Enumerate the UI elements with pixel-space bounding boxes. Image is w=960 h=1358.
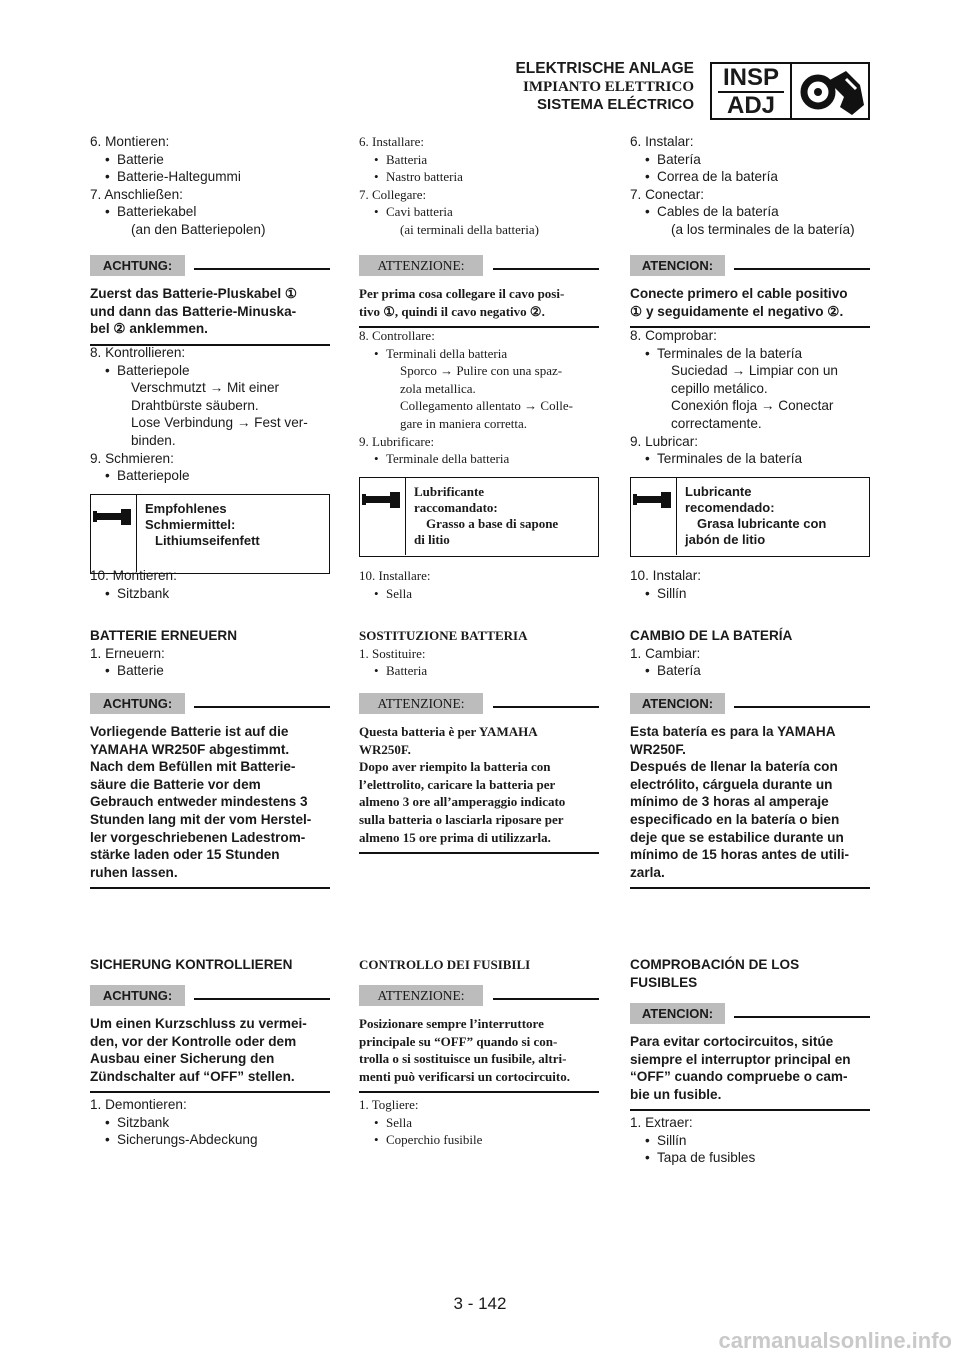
grease-gun-icon — [631, 478, 677, 555]
step-text: 9. Lubricar: — [630, 433, 699, 449]
divider — [359, 852, 599, 854]
step-text: 1. Togliere: — [359, 1097, 419, 1112]
divider — [90, 887, 330, 889]
badge-bottom: ADJ — [726, 92, 775, 119]
list-item: Sporco → Pulire con una spaz- — [400, 363, 563, 379]
caution-text: sulla batteria o lasciarla riposare per — [359, 811, 564, 827]
caution-label: ATTENZIONE: — [359, 255, 483, 276]
page-header — [0, 0, 960, 125]
list-item: • Batteriepole — [90, 467, 330, 485]
insp-adj-badge — [710, 62, 870, 120]
list-item: • Terminali della batteria — [359, 345, 599, 363]
caution-text: Questa batteria è per YAMAHA — [359, 724, 538, 739]
list-item: Drahtbürste säubern. — [131, 397, 259, 413]
caution-text: Vorliegende Batterie ist auf die — [90, 724, 289, 739]
it-battery-replace — [359, 627, 599, 680]
list-item: cepillo metálico. — [671, 380, 768, 396]
list-item: • Cavi batteria — [359, 203, 599, 221]
caution-text: electrólito, cárguela durante un — [630, 776, 833, 792]
step-text: 6. Instalar: — [630, 134, 694, 149]
lubricant-value: Grasso a base di sapone — [426, 516, 559, 531]
step-text: 7. Conectar: — [630, 186, 705, 202]
caution-text: l’elettrolito, caricare la batteria per — [359, 776, 556, 792]
lubricant-value: jabón de litio — [685, 532, 766, 547]
section-titles — [515, 60, 694, 114]
caution-text: Per prima cosa collegare il cavo posi- — [359, 286, 565, 301]
step-text: 10. Instalar: — [630, 568, 702, 583]
list-item: • Sicherungs-Abdeckung — [90, 1131, 330, 1149]
es-check-steps — [630, 327, 870, 468]
step-text: 8. Kontrollieren: — [90, 345, 186, 360]
caution-label: ATENCION: — [630, 255, 725, 276]
lubricant-value: Grasa lubricante con — [697, 516, 827, 531]
es-install-seat — [630, 567, 870, 602]
list-item: • Sillín — [630, 1132, 870, 1150]
caution-text: tivo ①, quindi il cavo negativo ②. — [359, 303, 545, 319]
list-item: Collegamento allentato → Colle- — [400, 398, 573, 414]
it-install-seat — [359, 567, 599, 602]
it-caution-1 — [359, 255, 599, 328]
step-text: 10. Installare: — [359, 568, 431, 583]
caution-text: Para evitar cortocircuitos, sitúe — [630, 1034, 834, 1049]
grease-gun-icon — [360, 478, 406, 555]
list-item: • Batteria — [359, 151, 599, 169]
list-item: • Tapa de fusibles — [630, 1149, 870, 1167]
caution-text: Zündschalter auf “OFF” stellen. — [90, 1068, 295, 1084]
list-item: • Batería — [630, 662, 870, 680]
badge-top: INSP — [718, 65, 784, 93]
caution-text: Después de llenar la batería con — [630, 759, 838, 775]
step-text: 9. Lubrificare: — [359, 433, 435, 449]
list-item: • Correa de la batería — [630, 168, 870, 186]
de-fuse-check — [90, 956, 330, 974]
wrench-icon — [794, 67, 868, 117]
lubricant-label: recomendado: — [685, 500, 775, 515]
list-item: • Coperchio fusibile — [359, 1131, 599, 1149]
list-item: • Sitzbank — [90, 1114, 330, 1132]
caution-text: WR250F. — [630, 741, 686, 757]
caution-text: bel ② anklemmen. — [90, 321, 208, 337]
list-item: • Terminale della batteria — [359, 450, 599, 468]
caution-text: Posizionare sempre l’interruttore — [359, 1016, 544, 1031]
step-text: 1. Extraer: — [630, 1115, 693, 1130]
caution-text: WR250F. — [359, 741, 411, 757]
es-fuse-check — [630, 956, 870, 991]
it-install-steps — [359, 133, 599, 239]
caution-label: ACHTUNG: — [90, 255, 185, 276]
es-caution-1 — [630, 255, 870, 328]
caution-text: menti può verificarsi un cortocircuito. — [359, 1068, 570, 1084]
lubricant-label: Lubrificante — [414, 484, 485, 499]
list-item: • Sella — [359, 1114, 599, 1132]
divider — [630, 887, 870, 889]
de-battery-replace — [90, 627, 330, 680]
caution-text: YAMAHA WR250F abgestimmt. — [90, 741, 290, 757]
caution-label: ATENCION: — [630, 1003, 725, 1024]
list-item: Conexión floja → Conectar — [671, 398, 834, 414]
lubricant-box-it — [359, 477, 599, 557]
list-item: • Batteriekabel — [90, 203, 330, 221]
de-caution-1 — [90, 255, 330, 346]
es-remove-steps — [630, 1114, 870, 1167]
caution-text: siempre el interruptor principal en — [630, 1051, 851, 1067]
de-caution-3 — [90, 985, 330, 1093]
it-caution-3 — [359, 985, 599, 1093]
list-item: • Batteriepole — [90, 362, 330, 380]
es-battery-replace — [630, 627, 870, 680]
list-item: (a los terminales de la batería) — [671, 221, 855, 237]
it-remove-steps — [359, 1096, 599, 1149]
list-item: • Sella — [359, 585, 599, 603]
section-title-de: ELEKTRISCHE ANLAGE — [515, 60, 694, 77]
it-check-steps — [359, 327, 599, 468]
caution-text: und dann das Batterie-Minuska- — [90, 303, 297, 319]
caution-text: almeno 3 ore all’amperaggio indicato — [359, 794, 566, 810]
caution-text: mínimo de 3 horas al amperaje — [630, 794, 829, 810]
grease-gun-icon — [91, 495, 137, 572]
watermark: carmanualsonline.info — [718, 1328, 952, 1353]
caution-text: deje que se estabilice durante un — [630, 829, 844, 845]
es-install-steps — [630, 133, 870, 239]
list-item: • Terminales de la batería — [630, 450, 870, 468]
step-text: 9. Schmieren: — [90, 450, 174, 466]
divider — [90, 1091, 330, 1093]
list-item: correctamente. — [671, 415, 762, 431]
caution-text: stärke laden oder 15 Stunden — [90, 847, 280, 863]
badge-text — [712, 64, 792, 118]
de-check-steps — [90, 344, 330, 485]
caution-text: ruhen lassen. — [90, 864, 178, 880]
es-caution-2 — [630, 693, 870, 889]
lubricant-box-es — [630, 477, 870, 557]
step-text: 8. Controllare: — [359, 328, 435, 343]
step-text: 1. Cambiar: — [630, 645, 701, 661]
lubricant-box-de — [90, 494, 330, 574]
list-item: • Batterie-Haltegummi — [90, 168, 330, 186]
caution-text: ler vorgeschriebenen Ladestrom- — [90, 829, 306, 845]
lubricant-label: Schmiermittel: — [145, 517, 236, 532]
caution-text: trolla o si sostituisce un fusibile, altri- — [359, 1051, 567, 1067]
list-item: binden. — [131, 432, 176, 448]
caution-text: säure die Batterie vor dem — [90, 776, 261, 792]
caution-text: Um einen Kurzschluss zu vermei- — [90, 1016, 307, 1031]
section-heading: COMPROBACIÓN DE LOS — [630, 957, 800, 972]
list-item: (ai terminali della batteria) — [400, 221, 539, 237]
caution-label: ATENCION: — [630, 693, 725, 714]
de-install-steps — [90, 133, 330, 239]
caution-text: mínimo de 15 horas antes de utili- — [630, 847, 850, 863]
it-caution-2 — [359, 693, 599, 854]
caution-text: Gebrauch entweder mindestens 3 — [90, 794, 308, 810]
de-remove-steps — [90, 1096, 330, 1149]
list-item: • Terminales de la batería — [630, 345, 870, 363]
lubricant-value: Lithiumseifenfett — [155, 533, 260, 548]
list-item: gare in maniera corretta. — [400, 415, 528, 431]
caution-text: Ausbau einer Sicherung den — [90, 1051, 275, 1067]
de-caution-2 — [90, 693, 330, 889]
caution-text: zarla. — [630, 864, 665, 880]
list-item: Suciedad → Limpiar con un — [671, 363, 838, 379]
section-heading: FUSIBLES — [630, 974, 698, 990]
list-item: • Nastro batteria — [359, 168, 599, 186]
page-number: 3 - 142 — [453, 1294, 507, 1313]
step-text: 1. Erneuern: — [90, 645, 165, 661]
step-text: 7. Collegare: — [359, 186, 427, 202]
caution-text: “OFF” cuando compruebe o cam- — [630, 1069, 848, 1085]
list-item: • Sillín — [630, 585, 870, 603]
step-text: 6. Installare: — [359, 134, 424, 149]
caution-text: ① y seguidamente el negativo ②. — [630, 303, 844, 319]
divider — [359, 1091, 599, 1093]
caution-text: bie un fusible. — [630, 1086, 722, 1102]
section-heading: BATTERIE ERNEUERN — [90, 628, 238, 643]
section-title-it: IMPIANTO ELETTRICO — [522, 79, 694, 95]
list-item: • Batería — [630, 151, 870, 169]
caution-text: Zuerst das Batterie-Pluskabel ① — [90, 286, 298, 301]
caution-text: Esta batería es para la YAMAHA — [630, 724, 836, 739]
list-item: • Batterie — [90, 662, 330, 680]
caution-label: ACHTUNG: — [90, 985, 185, 1006]
caution-text: Conecte primero el cable positivo — [630, 286, 848, 301]
lubricant-label: raccomandato: — [414, 500, 498, 515]
list-item: Verschmutzt → Mit einer — [131, 380, 280, 396]
section-heading: CONTROLLO DEI FUSIBILI — [359, 957, 531, 972]
caution-text: principale su “OFF” quando si con- — [359, 1033, 558, 1049]
de-install-seat — [90, 567, 330, 602]
list-item: (an den Batteriepolen) — [131, 221, 266, 237]
step-text: 7. Anschließen: — [90, 186, 183, 202]
list-item: • Sitzbank — [90, 585, 330, 603]
divider — [630, 1109, 870, 1111]
caution-text: almeno 15 ore prima di utilizzarla. — [359, 829, 551, 845]
list-item: • Cables de la batería — [630, 203, 870, 221]
caution-text: especificado en la batería o bien — [630, 811, 840, 827]
es-caution-3 — [630, 1003, 870, 1111]
caution-label: ATTENZIONE: — [359, 693, 483, 714]
lubricant-label: Empfohlenes — [145, 501, 227, 516]
section-heading: SOSTITUZIONE BATTERIA — [359, 628, 528, 643]
list-item: • Batteria — [359, 662, 599, 680]
it-fuse-check — [359, 956, 599, 974]
step-text: 1. Demontieren: — [90, 1097, 187, 1112]
caution-label: ATTENZIONE: — [359, 985, 483, 1006]
caution-label: ACHTUNG: — [90, 693, 185, 714]
section-title-es: SISTEMA ELÉCTRICO — [537, 96, 694, 113]
caution-text: Dopo aver riempito la batteria con — [359, 759, 551, 775]
caution-text: den, vor der Kontrolle oder dem — [90, 1033, 297, 1049]
step-text: 6. Montieren: — [90, 134, 170, 149]
list-item: zola metallica. — [400, 380, 476, 396]
step-text: 8. Comprobar: — [630, 328, 717, 343]
lubricant-value: di litio — [414, 532, 450, 547]
lubricant-label: Lubricante — [685, 484, 752, 499]
list-item: Lose Verbindung → Fest ver- — [131, 415, 308, 431]
step-text: 10. Montieren: — [90, 568, 177, 583]
section-heading: CAMBIO DE LA BATERÍA — [630, 628, 793, 643]
caution-text: Nach dem Befüllen mit Batterie- — [90, 759, 296, 775]
caution-text: Stunden lang mit der vom Herstel- — [90, 811, 312, 827]
section-heading: SICHERUNG KONTROLLIEREN — [90, 957, 293, 972]
step-text: 1. Sostituire: — [359, 645, 426, 661]
list-item: • Batterie — [90, 151, 330, 169]
